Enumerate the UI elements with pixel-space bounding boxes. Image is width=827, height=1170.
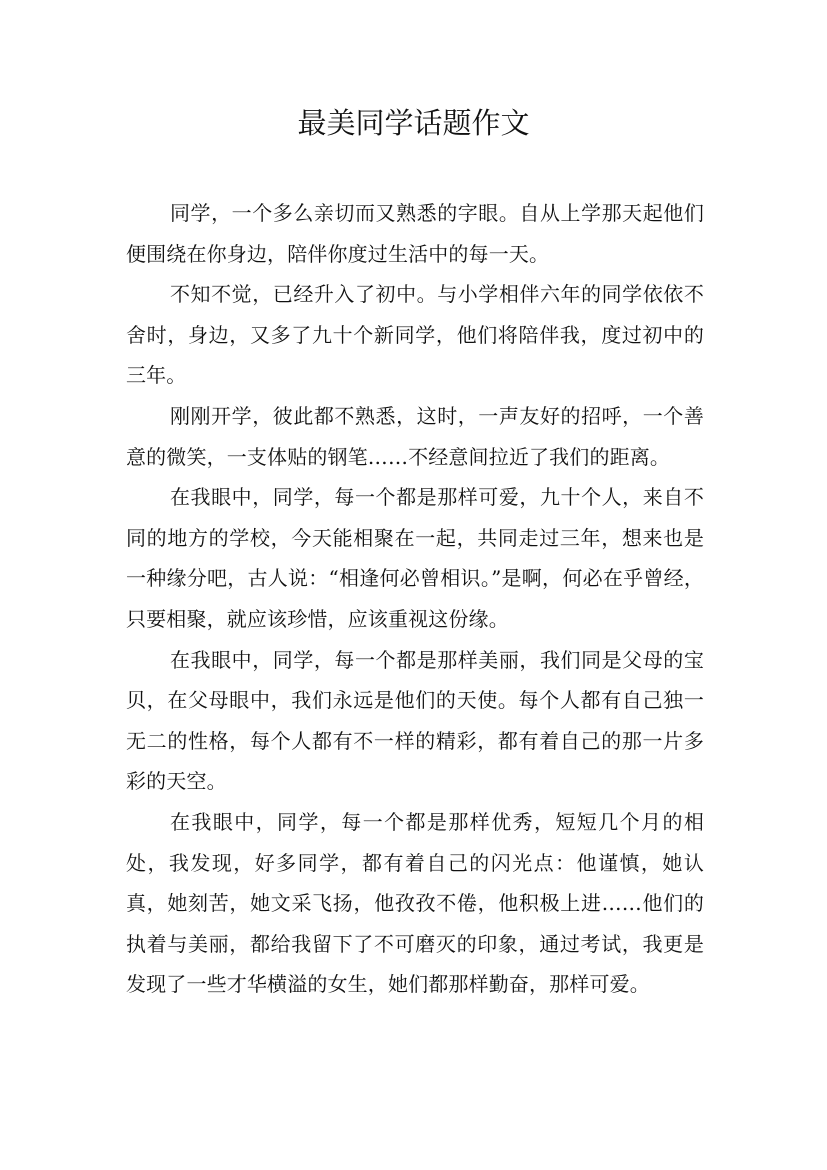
paragraph-2: 不知不觉，已经升入了初中。与小学相伴六年的同学依依不舍时，身边，又多了九十个新同学，他们将陪伴我，度过初中的三年。 [126,282,704,388]
paragraph-4: 在我眼中，同学，每一个都是那样可爱，九十个人，来自不同的地方的学校，今天能相聚在一起，共同走过三年，想来也是一种缘分吧，古人说：“相逢何必曾相识。”是啊，何必在乎曾经，只要相聚，就应该珍惜，应该重视这份缘。 [126,485,704,631]
paragraph-1: 同学，一个多么亲切而又熟悉的字眼。自从上学那天起他们便围绕在你身边，陪伴你度过生活中的每一天。 [126,201,704,266]
document-title: 最美同学话题作文 [297,106,530,140]
paragraph-6: 在我眼中，同学，每一个都是那样优秀，短短几个月的相处，我发现，好多同学，都有着自己的闪光点：他谨慎，她认真，她刻苦，她文采飞扬，他孜孜不倦，他积极上进……他们的执着与美丽，都给我留下了不可磨灭的印象，通过考试，我更是发现了一些才华横溢的女生，她们都那样勤奋，那样可爱。 [126,809,704,997]
paragraph-5: 在我眼中，同学，每一个都是那样美丽，我们同是父母的宝贝，在父母眼中，我们永远是他们的天使。每个人都有自己独一无二的性格，每个人都有不一样的精彩，都有着自己的那一片多彩的天空。 [126,647,704,794]
document-body [126,193,704,1005]
paragraph-3: 刚刚开学，彼此都不熟悉，这时，一声友好的招呼，一个善意的微笑，一支体贴的钢笔……不经意间拉近了我们的距离。 [126,403,704,469]
